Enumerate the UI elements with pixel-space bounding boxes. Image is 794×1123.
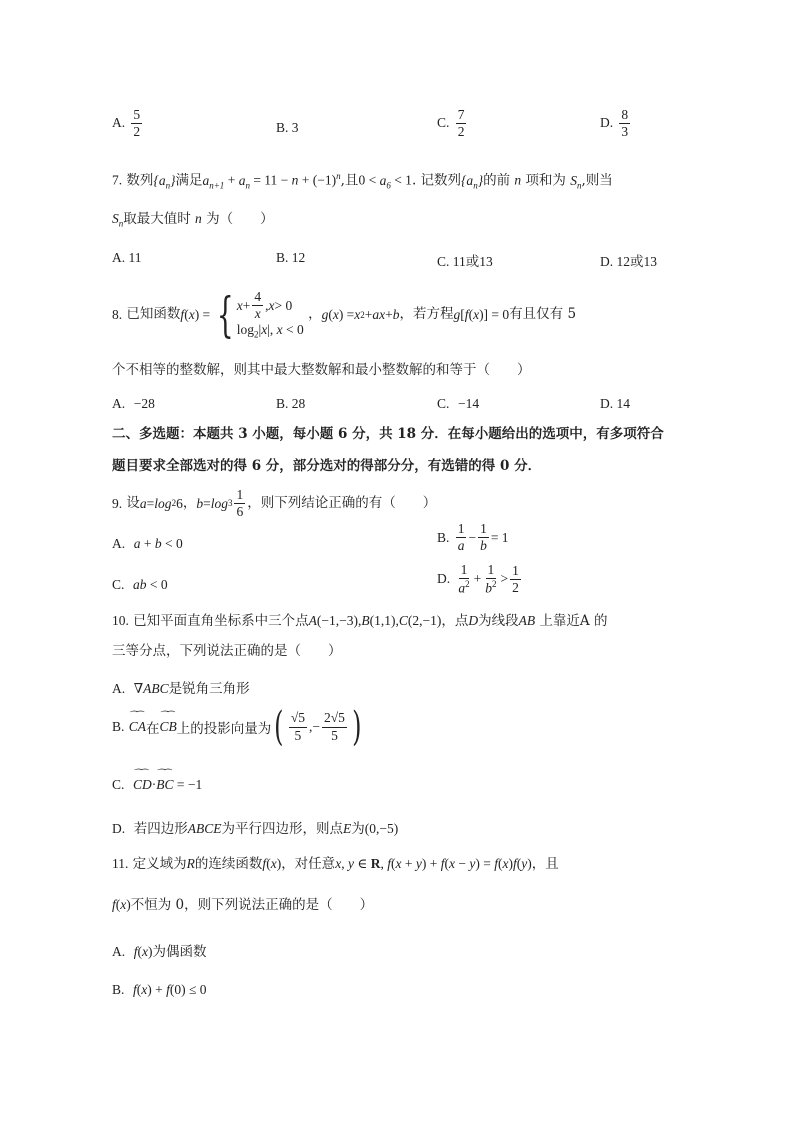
- option-label: A.: [112, 115, 126, 131]
- option-label: D.: [600, 115, 614, 131]
- q10-option-b[interactable]: B. ⁀⁀ CA 在 ⁀⁀ CB 上的投影向量为 ( $\frac{√5}{5}$ ,− $\frac{2√5}{5}$ ): [112, 707, 365, 747]
- q8-option-b[interactable]: B. 28: [276, 396, 306, 411]
- option-label: C.: [437, 115, 450, 131]
- section-instructions: 题目要求全部选对的得 6 分，部分选对的得部分分，有选错的得 0 分．: [112, 458, 542, 474]
- q7-option-b[interactable]: B. 12: [276, 250, 306, 265]
- q7-stem-line2: $S_n$取最大值时 n 为（ ）: [112, 211, 274, 229]
- q10-option-d[interactable]: D. 若四边形ABCE为平行四边形，则点E为(0,−5): [112, 821, 399, 837]
- q8-stem-line2: 个不相等的整数解，则其中最大整数解和最小整数解的和等于（ ）: [112, 362, 531, 378]
- q11-stem: 11. 定义域为R的连续函数f(x)，对任意x, y ∈ R, f(x + y) + f(x − y) = f(x)f(y)，且: [112, 856, 559, 872]
- q11-stem-line2: f(x)不恒为 0，则下列说法正确的是（ ）: [112, 897, 374, 913]
- fraction: $\frac{8}{3}$: [621, 107, 629, 140]
- fraction: $\frac{7}{2}$: [457, 107, 465, 140]
- q11-option-b[interactable]: B. f(x) + f(0) ≤ 0: [112, 982, 207, 997]
- piecewise-brace-icon: {: [217, 287, 234, 343]
- q6-option-a[interactable]: [112, 108, 144, 139]
- piecewise-cases: x + $\frac{4}{x}$ , x > 0 $\log_2|x|$, x < 0: [236, 288, 304, 341]
- q9-option-d[interactable]: D. $\frac{1}{a^2}$ + $\frac{1}{b^2}$ > $\frac{1}{2}$: [437, 562, 519, 596]
- q7-option-a[interactable]: A. 11: [112, 250, 142, 265]
- q8-option-d[interactable]: D. 14: [600, 396, 630, 411]
- fraction: $\frac{5}{2}$: [133, 107, 141, 140]
- q7-option-c[interactable]: C. 11或13: [437, 254, 493, 269]
- q9-stem: 9. 设 a = log 2 6 ， b = log 3 $\frac{1}{6}$ ，则下列结论正确的有（ ）: [112, 487, 437, 520]
- q10-stem: 10. 已知平面直角坐标系中三个点A(−1,−3),B(1,1),C(2,−1)，点D为线段AB 上靠近A 的: [112, 613, 608, 629]
- q7-option-d[interactable]: D. 12或13: [600, 254, 657, 269]
- section-heading: 二、多选题：本题共 3 小题，每小题 6 分，共 18 分．在每小题给出的选项中，有多项符合: [112, 426, 664, 442]
- q9-option-a[interactable]: A. a + b < 0: [112, 536, 183, 551]
- q10-stem-line2: 三等分点，下列说法正确的是（ ）: [112, 643, 342, 659]
- q8-option-a[interactable]: A. −28: [112, 396, 155, 411]
- q11-option-a[interactable]: A. f(x)为偶函数: [112, 944, 207, 960]
- q7-stem: 7. 数列$\{a_n\}$满足$a_{n+1} + a_n = 11 - n + (-1)^n$,且$0 < a_6 < 1$. 记数列$\{a_n\}$的前 n 项和为 $S_n$,则当: [112, 171, 613, 191]
- q6-option-c[interactable]: [437, 108, 468, 139]
- q6-option-d[interactable]: [600, 108, 632, 139]
- q10-option-a[interactable]: A. ∇ABC是锐角三角形: [112, 681, 250, 697]
- q6-option-b[interactable]: [276, 120, 299, 136]
- q10-option-c[interactable]: C. ⁀⁀ CD·⁀⁀ BC = −1: [112, 777, 202, 793]
- q8-option-c[interactable]: C. −14: [437, 396, 480, 411]
- q8-stem: 8. 已知函数 f ( x ) = { x + $\frac{4}{x}$ , x > 0 $\log_2|x|$, x < 0 ， g ( x ) = x 2 + ax + b ，若方程 g [ f ( x )] = 0 有且仅有 5: [112, 287, 577, 343]
- q9-option-b[interactable]: B. $\frac{1}{a}$ − $\frac{1}{b}$ = 1: [437, 521, 509, 554]
- q9-option-c[interactable]: C. ab < 0: [112, 577, 168, 592]
- option-label: B. 3: [276, 120, 299, 135]
